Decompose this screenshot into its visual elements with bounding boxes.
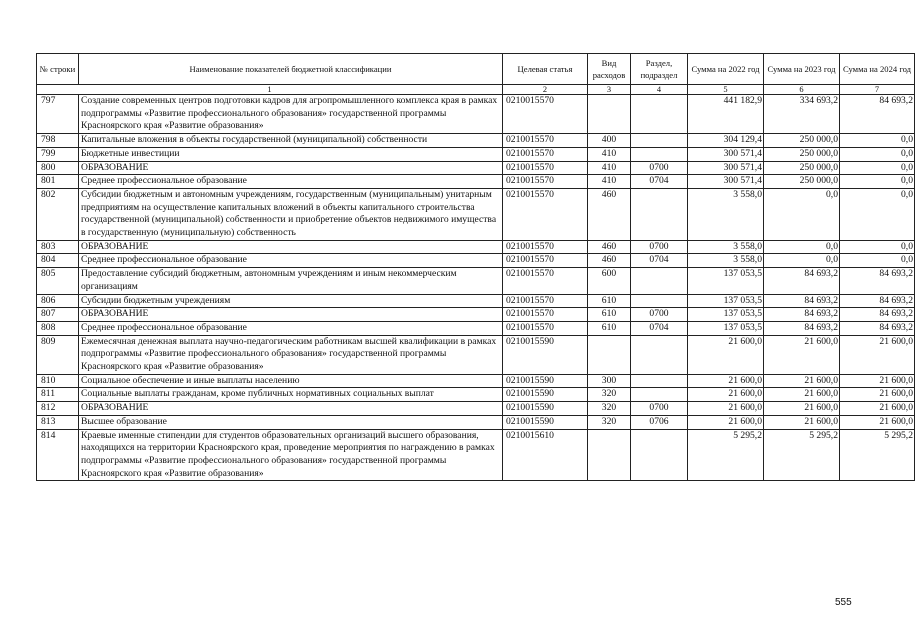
col-header-section: Раздел, подраздел — [631, 54, 688, 85]
row-amount-2023: 21 600,0 — [764, 388, 840, 402]
row-amount-2023: 0,0 — [764, 188, 840, 240]
row-amount-2024: 84 693,2 — [840, 321, 915, 335]
row-target-code: 0210015590 — [503, 415, 588, 429]
row-amount-2022: 21 600,0 — [688, 335, 764, 374]
row-amount-2024: 21 600,0 — [840, 388, 915, 402]
row-section: 0700 — [631, 402, 688, 416]
row-amount-2023: 84 693,2 — [764, 321, 840, 335]
row-expense-type: 410 — [588, 161, 631, 175]
row-section: 0706 — [631, 415, 688, 429]
column-number-row — [37, 85, 915, 95]
row-number: 806 — [37, 294, 79, 308]
row-amount-2023: 21 600,0 — [764, 374, 840, 388]
column-number: 3 — [588, 85, 631, 95]
table-row — [37, 240, 915, 254]
row-name: Субсидии бюджетным учреждениям — [79, 294, 503, 308]
table-row — [37, 268, 915, 294]
row-section — [631, 268, 688, 294]
row-amount-2022: 300 571,4 — [688, 147, 764, 161]
row-section — [631, 95, 688, 134]
row-amount-2023: 5 295,2 — [764, 429, 840, 481]
table-row — [37, 254, 915, 268]
row-amount-2023: 21 600,0 — [764, 335, 840, 374]
row-section — [631, 429, 688, 481]
row-amount-2024: 84 693,2 — [840, 95, 915, 134]
row-name: Капитальные вложения в объекты государственной (муниципальной) собственности — [79, 134, 503, 148]
row-name: Ежемесячная денежная выплата научно-педагогическим работникам высшей квалификации в рамках подпрограммы «Развитие профессионального образования» государственной программы Красноярского края «Развитие образования» — [79, 335, 503, 374]
row-amount-2022: 300 571,4 — [688, 175, 764, 189]
row-target-code: 0210015590 — [503, 402, 588, 416]
row-expense-type: 610 — [588, 294, 631, 308]
row-target-code: 0210015590 — [503, 388, 588, 402]
col-header-type: Вид расходов — [588, 54, 631, 85]
row-amount-2022: 304 129,4 — [688, 134, 764, 148]
row-number: 800 — [37, 161, 79, 175]
row-section: 0704 — [631, 321, 688, 335]
row-name: Среднее профессиональное образование — [79, 175, 503, 189]
col-header-num: № строки — [37, 54, 79, 85]
row-expense-type: 320 — [588, 402, 631, 416]
row-target-code: 0210015570 — [503, 268, 588, 294]
row-expense-type: 460 — [588, 254, 631, 268]
row-amount-2023: 0,0 — [764, 240, 840, 254]
row-amount-2023: 21 600,0 — [764, 415, 840, 429]
row-name: Бюджетные инвестиции — [79, 147, 503, 161]
row-amount-2024: 0,0 — [840, 240, 915, 254]
row-number: 804 — [37, 254, 79, 268]
table-row — [37, 294, 915, 308]
row-number: 807 — [37, 308, 79, 322]
row-name: Создание современных центров подготовки кадров для агропромышленного комплекса края в рамках подпрограммы «Развитие профессионального образования» государственной программы Красноярского края «Развитие образования» — [79, 95, 503, 134]
row-section — [631, 188, 688, 240]
row-amount-2022: 21 600,0 — [688, 374, 764, 388]
row-expense-type: 320 — [588, 388, 631, 402]
row-amount-2022: 21 600,0 — [688, 402, 764, 416]
row-amount-2023: 250 000,0 — [764, 161, 840, 175]
row-name: Субсидии бюджетным и автономным учреждениям, государственным (муниципальным) унитарным предприятиям на осуществление капитальных вложений в объекты капитального строительства государственной (муниципальной) собственности и приобретение объектов недвижимого имущества в государственную (муниципальную) собственность — [79, 188, 503, 240]
row-amount-2022: 3 558,0 — [688, 240, 764, 254]
row-expense-type: 300 — [588, 374, 631, 388]
row-amount-2024: 21 600,0 — [840, 415, 915, 429]
row-name: Среднее профессиональное образование — [79, 321, 503, 335]
table-row — [37, 415, 915, 429]
row-name: Среднее профессиональное образование — [79, 254, 503, 268]
col-header-name: Наименование показателей бюджетной классификации — [79, 54, 503, 85]
row-number: 801 — [37, 175, 79, 189]
row-amount-2024: 21 600,0 — [840, 335, 915, 374]
row-expense-type: 460 — [588, 188, 631, 240]
row-amount-2023: 21 600,0 — [764, 402, 840, 416]
table-row — [37, 161, 915, 175]
header-row — [37, 54, 915, 85]
row-target-code: 0210015590 — [503, 374, 588, 388]
row-number: 812 — [37, 402, 79, 416]
budget-table — [36, 53, 915, 481]
table-body — [37, 95, 915, 481]
row-amount-2022: 21 600,0 — [688, 388, 764, 402]
row-section — [631, 335, 688, 374]
row-amount-2023: 0,0 — [764, 254, 840, 268]
column-number: 6 — [764, 85, 840, 95]
row-section: 0700 — [631, 308, 688, 322]
col-header-code: Целевая статья — [503, 54, 588, 85]
row-number: 808 — [37, 321, 79, 335]
row-section: 0704 — [631, 254, 688, 268]
row-expense-type: 320 — [588, 415, 631, 429]
table-row — [37, 321, 915, 335]
row-section — [631, 294, 688, 308]
row-name: Предоставление субсидий бюджетным, автономным учреждениям и иным некоммерческим организациям — [79, 268, 503, 294]
row-amount-2023: 334 693,2 — [764, 95, 840, 134]
row-section: 0700 — [631, 161, 688, 175]
row-section: 0700 — [631, 240, 688, 254]
row-amount-2024: 84 693,2 — [840, 308, 915, 322]
row-expense-type: 410 — [588, 147, 631, 161]
row-expense-type: 600 — [588, 268, 631, 294]
row-target-code: 0210015570 — [503, 188, 588, 240]
row-amount-2024: 0,0 — [840, 161, 915, 175]
row-expense-type: 610 — [588, 308, 631, 322]
row-amount-2022: 300 571,4 — [688, 161, 764, 175]
row-amount-2023: 84 693,2 — [764, 268, 840, 294]
row-amount-2024: 0,0 — [840, 188, 915, 240]
row-amount-2022: 137 053,5 — [688, 294, 764, 308]
column-number: 7 — [840, 85, 915, 95]
col-header-2024: Сумма на 2024 год — [840, 54, 915, 85]
row-target-code: 0210015570 — [503, 161, 588, 175]
row-amount-2024: 5 295,2 — [840, 429, 915, 481]
row-target-code: 0210015570 — [503, 294, 588, 308]
row-amount-2023: 250 000,0 — [764, 147, 840, 161]
row-number: 810 — [37, 374, 79, 388]
row-target-code: 0210015590 — [503, 335, 588, 374]
row-amount-2022: 137 053,5 — [688, 268, 764, 294]
row-target-code: 0210015570 — [503, 147, 588, 161]
row-name: Социальное обеспечение и иные выплаты населению — [79, 374, 503, 388]
row-name: Социальные выплаты гражданам, кроме публичных нормативных социальных выплат — [79, 388, 503, 402]
row-name: ОБРАЗОВАНИЕ — [79, 402, 503, 416]
row-target-code: 0210015570 — [503, 321, 588, 335]
row-amount-2022: 21 600,0 — [688, 415, 764, 429]
row-number: 813 — [37, 415, 79, 429]
row-name: ОБРАЗОВАНИЕ — [79, 240, 503, 254]
row-section: 0704 — [631, 175, 688, 189]
table-row — [37, 134, 915, 148]
row-amount-2022: 441 182,9 — [688, 95, 764, 134]
row-amount-2022: 137 053,5 — [688, 321, 764, 335]
row-amount-2024: 84 693,2 — [840, 268, 915, 294]
table-row — [37, 95, 915, 134]
row-number: 798 — [37, 134, 79, 148]
row-target-code: 0210015570 — [503, 95, 588, 134]
row-amount-2024: 21 600,0 — [840, 402, 915, 416]
row-amount-2022: 137 053,5 — [688, 308, 764, 322]
row-amount-2024: 0,0 — [840, 254, 915, 268]
row-expense-type: 460 — [588, 240, 631, 254]
row-target-code: 0210015610 — [503, 429, 588, 481]
row-name: ОБРАЗОВАНИЕ — [79, 161, 503, 175]
row-section — [631, 134, 688, 148]
row-name: ОБРАЗОВАНИЕ — [79, 308, 503, 322]
row-name: Краевые именные стипендии для студентов образовательных организаций высшего образования, находящихся на территории Красноярского края, проведение мероприятия по награждению в рамках подпрограммы «Развитие профессионального образования» государственной программы Красноярского края «Развитие образования» — [79, 429, 503, 481]
row-amount-2024: 0,0 — [840, 147, 915, 161]
table-row — [37, 147, 915, 161]
table-row — [37, 335, 915, 374]
table-row — [37, 308, 915, 322]
row-expense-type: 410 — [588, 175, 631, 189]
row-number: 799 — [37, 147, 79, 161]
row-target-code: 0210015570 — [503, 134, 588, 148]
column-number: 2 — [503, 85, 588, 95]
row-number: 803 — [37, 240, 79, 254]
row-expense-type — [588, 95, 631, 134]
row-amount-2022: 3 558,0 — [688, 188, 764, 240]
row-expense-type — [588, 335, 631, 374]
table-row — [37, 175, 915, 189]
row-amount-2023: 250 000,0 — [764, 175, 840, 189]
table-row — [37, 402, 915, 416]
row-section — [631, 147, 688, 161]
row-expense-type: 400 — [588, 134, 631, 148]
col-header-2023: Сумма на 2023 год — [764, 54, 840, 85]
row-amount-2024: 0,0 — [840, 134, 915, 148]
row-number: 797 — [37, 95, 79, 134]
column-number: 4 — [631, 85, 688, 95]
table-row — [37, 188, 915, 240]
row-target-code: 0210015570 — [503, 240, 588, 254]
row-amount-2022: 5 295,2 — [688, 429, 764, 481]
table-row — [37, 388, 915, 402]
row-number: 811 — [37, 388, 79, 402]
row-number: 814 — [37, 429, 79, 481]
row-target-code: 0210015570 — [503, 254, 588, 268]
row-amount-2024: 0,0 — [840, 175, 915, 189]
column-number: 5 — [688, 85, 764, 95]
row-number: 802 — [37, 188, 79, 240]
row-section — [631, 388, 688, 402]
row-number: 805 — [37, 268, 79, 294]
row-amount-2023: 84 693,2 — [764, 294, 840, 308]
page-number: 555 — [835, 597, 852, 608]
row-expense-type — [588, 429, 631, 481]
row-target-code: 0210015570 — [503, 308, 588, 322]
row-name: Высшее образование — [79, 415, 503, 429]
row-amount-2024: 21 600,0 — [840, 374, 915, 388]
row-amount-2024: 84 693,2 — [840, 294, 915, 308]
row-expense-type: 610 — [588, 321, 631, 335]
column-number: 1 — [37, 85, 503, 95]
row-amount-2023: 84 693,2 — [764, 308, 840, 322]
row-amount-2022: 3 558,0 — [688, 254, 764, 268]
table-row — [37, 374, 915, 388]
table-row — [37, 429, 915, 481]
row-target-code: 0210015570 — [503, 175, 588, 189]
row-section — [631, 374, 688, 388]
row-number: 809 — [37, 335, 79, 374]
row-amount-2023: 250 000,0 — [764, 134, 840, 148]
col-header-2022: Сумма на 2022 год — [688, 54, 764, 85]
